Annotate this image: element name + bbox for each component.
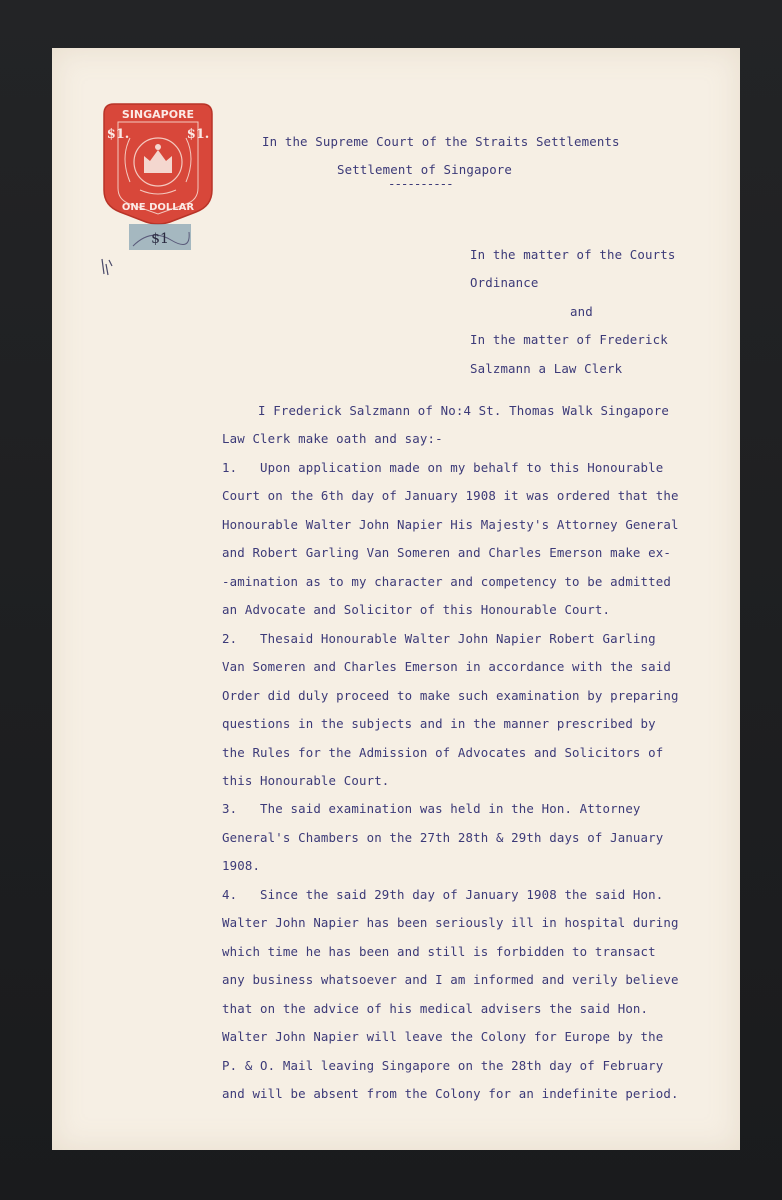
body-line: Law Clerk make oath and say:- — [222, 431, 443, 446]
body-line: questions in the subjects and in the manner prescribed by — [222, 716, 656, 731]
body-line: the Rules for the Admission of Advocates and Solicitors of — [222, 745, 664, 760]
stamp-bottom-text: ONE DOLLAR — [121, 202, 195, 213]
body-line: Van Someren and Charles Emerson in accordance with the said — [222, 659, 671, 674]
matter-line-4: In the matter of Frederick — [470, 332, 668, 347]
body-line: General's Chambers on the 27th 28th & 29th days of January — [222, 830, 664, 845]
body-line: any business whatsoever and I am informed and verily believe — [222, 972, 679, 987]
body-line: -amination as to my character and competency to be admitted — [222, 574, 671, 589]
matter-line-2: Ordinance — [470, 275, 539, 290]
court-heading: In the Supreme Court of the Straits Settlements — [262, 134, 620, 149]
body-line: which time he has been and still is forbidden to transact — [222, 944, 656, 959]
body-line: Court on the 6th day of January 1908 it was ordered that the — [222, 488, 679, 503]
document-page — [52, 48, 740, 1150]
body-line: Order did duly proceed to make such examination by preparing — [222, 688, 679, 703]
body-line: this Honourable Court. — [222, 773, 390, 788]
matter-line-3: and — [570, 304, 593, 319]
body-line: P. & O. Mail leaving Singapore on the 28th day of February — [222, 1058, 664, 1073]
body-line: and will be absent from the Colony for an indefinite period. — [222, 1086, 679, 1101]
matter-line-5: Salzmann a Law Clerk — [470, 361, 623, 376]
body-line: 2. Thesaid Honourable Walter John Napier Robert Garling — [222, 631, 656, 646]
body-line: Walter John Napier will leave the Colony for Europe by the — [222, 1029, 664, 1044]
body-line: I Frederick Salzmann of No:4 St. Thomas Walk Singapore — [258, 403, 669, 418]
stamp-top-text: SINGAPORE — [121, 108, 195, 121]
body-line: 1908. — [222, 858, 261, 873]
body-line: an Advocate and Solicitor of this Honourable Court. — [222, 602, 611, 617]
body-line: 3. The said examination was held in the Hon. Attorney — [222, 801, 641, 816]
body-line: that on the advice of his medical advisers the said Hon. — [222, 1001, 649, 1016]
body-line: 4. Since the said 29th day of January 1908 the said Hon. — [222, 887, 664, 902]
stamp-left-value: $1. — [106, 127, 130, 142]
handwritten-mark-icon — [98, 256, 116, 278]
small-revenue-stamp — [127, 222, 193, 252]
small-stamp-value: $1 — [151, 231, 169, 247]
body-line: Walter John Napier has been seriously ill in hospital during — [222, 915, 679, 930]
body-line: Honourable Walter John Napier His Majesty's Attorney General — [222, 517, 679, 532]
body-line: and Robert Garling Van Someren and Charles Emerson make ex- — [222, 545, 671, 560]
revenue-stamp — [100, 98, 216, 226]
body-line: 1. Upon application made on my behalf to this Honourable — [222, 460, 664, 475]
matter-line-1: In the matter of the Courts — [470, 247, 676, 262]
settlement-heading: Settlement of Singapore — [337, 162, 513, 177]
stamp-right-value: $1. — [186, 127, 210, 142]
heading-rule: ---------- — [388, 176, 453, 191]
